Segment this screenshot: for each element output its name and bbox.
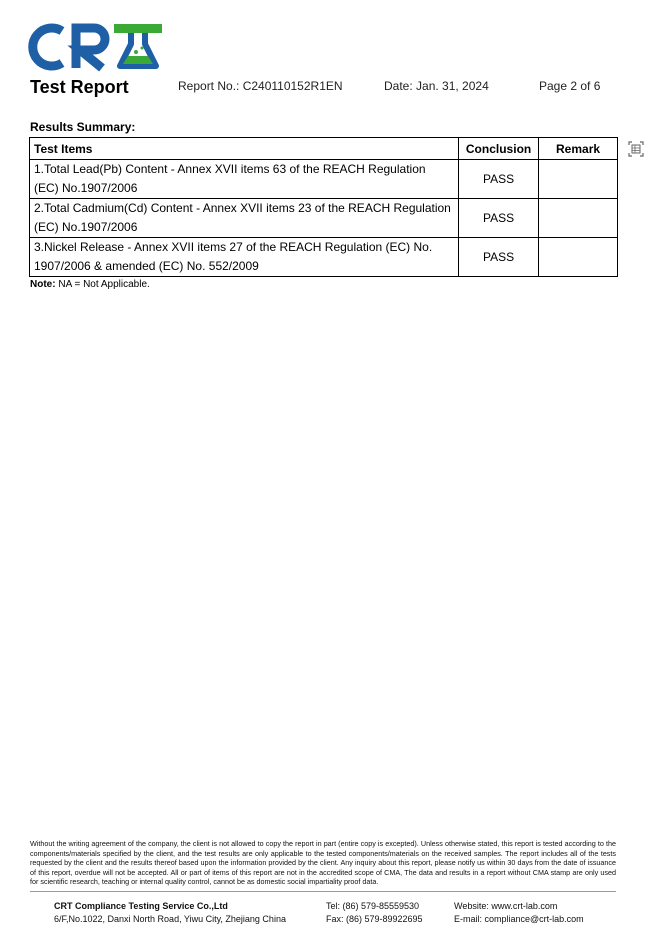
- page-number: Page 2 of 6: [539, 79, 601, 93]
- conclusion-cell: PASS: [459, 199, 539, 238]
- test-item-cell: [30, 238, 459, 277]
- test-item-cell: [30, 160, 459, 199]
- email-link[interactable]: E-mail: compliance@crt-lab.com: [454, 914, 584, 924]
- test-item-line: 3.Nickel Release - Annex XVII items 27 of the REACH Regulation (EC) No.: [34, 240, 433, 254]
- table-row: [30, 238, 618, 277]
- table-row: [30, 160, 618, 199]
- test-item-line: (EC) No.1907/2006: [34, 181, 138, 195]
- footer-divider: [30, 891, 616, 892]
- crt-logo: [28, 22, 168, 72]
- results-table: [29, 137, 618, 277]
- table-note: [30, 279, 150, 290]
- test-item-line: (EC) No.1907/2006: [34, 220, 138, 234]
- remark-cell: [539, 238, 618, 277]
- table-row: [30, 199, 618, 238]
- test-item-line: 1907/2006 & amended (EC) No. 552/2009: [34, 259, 259, 273]
- test-item-line: 1.Total Lead(Pb) Content - Annex XVII items 63 of the REACH Regulation: [34, 162, 426, 176]
- test-item-line: 2.Total Cadmium(Cd) Content - Annex XVII items 23 of the REACH Regulation: [34, 201, 451, 215]
- footer-web-block: [454, 900, 584, 926]
- column-header-conclusion: Conclusion: [459, 138, 539, 160]
- note-label: Note:: [30, 279, 56, 290]
- remark-cell: [539, 160, 618, 199]
- results-summary-heading: Results Summary:: [30, 120, 136, 134]
- report-number: Report No.: C240110152R1EN: [178, 79, 343, 93]
- disclaimer-text: Without the writing agreement of the company, the client is not allowed to copy the report in part (entire copy is excepted). Unless otherwise stated, this report is tested according to the components/materials specified by the client, and the test results are only applicable to the tested components/materials on the received samples. The report includes all of the tests requested by the client and the results thereof based upon the information provided by the client. Any inquiry about this report, please notify us within 30 days from the date of issuance of this report, overdue will not be accepted. All or part of items of this report are not in the accredited scope of CMA, The data and results in a report without CMA stamp are only used for scientific research, teaching or internal quality control, cannot be as domestic social impartiality proof data.: [30, 839, 616, 887]
- note-text: NA = Not Applicable.: [55, 279, 150, 290]
- report-title: Test Report: [30, 77, 129, 97]
- remark-cell: [539, 199, 618, 238]
- scan-icon[interactable]: [628, 141, 644, 157]
- footer-company-block: [54, 900, 286, 926]
- column-header-remark: Remark: [539, 138, 618, 160]
- column-header-test-items: Test Items: [30, 138, 459, 160]
- footer-phone-block: [326, 900, 423, 926]
- company-name: CRT Compliance Testing Service Co.,Ltd: [54, 901, 228, 911]
- test-item-cell: [30, 199, 459, 238]
- conclusion-cell: PASS: [459, 160, 539, 199]
- company-address: 6/F,No.1022, Danxi North Road, Yiwu City, Zhejiang China: [54, 914, 286, 924]
- telephone: Tel: (86) 579-85559530: [326, 901, 420, 911]
- fax: Fax: (86) 579-89922695: [326, 914, 423, 924]
- website-link[interactable]: Website: www.crt-lab.com: [454, 901, 558, 911]
- report-date: Date: Jan. 31, 2024: [384, 79, 489, 93]
- table-header-row: [30, 138, 618, 160]
- conclusion-cell: PASS: [459, 238, 539, 277]
